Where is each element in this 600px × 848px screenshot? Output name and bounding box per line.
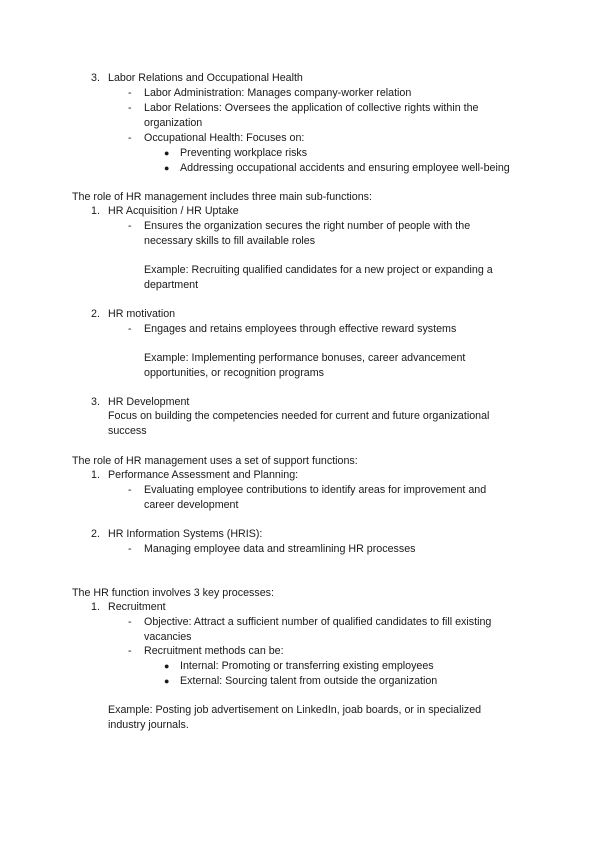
- dash-marker: -: [128, 87, 132, 99]
- function-title-performance: Performance Assessment and Planning:: [108, 469, 299, 481]
- dash-marker: -: [128, 102, 132, 114]
- list-number: 1.: [91, 205, 100, 217]
- example-text: opportunities, or recognition programs: [144, 367, 325, 379]
- list-item: Recruitment methods can be:: [144, 645, 284, 657]
- paragraph-text: success: [108, 425, 147, 437]
- example-text: Example: Posting job advertisement on LinkedIn, joab boards, or in specialized: [108, 704, 482, 716]
- paragraph-intro: The role of HR management includes three main sub-functions:: [72, 191, 372, 203]
- process-title-recruitment: Recruitment: [108, 601, 166, 613]
- paragraph-intro: The role of HR management uses a set of support functions:: [72, 455, 358, 467]
- dash-marker: -: [128, 323, 132, 335]
- list-item: Ensures the organization secures the right number of people with the: [144, 220, 471, 232]
- list-item-continuation: vacancies: [144, 631, 192, 643]
- list-number: 2.: [91, 308, 100, 320]
- bullet-icon: ●: [164, 676, 170, 686]
- section-title-labor-relations: Labor Relations and Occupational Health: [108, 72, 303, 84]
- list-item-continuation: organization: [144, 117, 203, 129]
- list-item: Evaluating employee contributions to identify areas for improvement and: [144, 484, 487, 496]
- list-item: Objective: Attract a sufficient number of qualified candidates to fill existing: [144, 616, 492, 628]
- function-title-development: HR Development: [108, 396, 190, 408]
- sub-list-item: Addressing occupational accidents and ensuring employee well-being: [180, 162, 510, 174]
- example-text: department: [144, 279, 199, 291]
- list-item: Labor Relations: Oversees the application of collective rights within the: [144, 102, 479, 114]
- dash-marker: -: [128, 616, 132, 628]
- example-text: industry journals.: [108, 719, 189, 731]
- list-item: Labor Administration: Manages company-worker relation: [144, 87, 412, 99]
- sub-list-item: Preventing workplace risks: [180, 147, 308, 159]
- function-title-acquisition: HR Acquisition / HR Uptake: [108, 205, 239, 217]
- list-number: 3.: [91, 72, 100, 84]
- list-number: 2.: [91, 528, 100, 540]
- paragraph-intro: The HR function involves 3 key processes:: [72, 587, 274, 599]
- list-item-continuation: career development: [144, 499, 239, 511]
- list-number: 1.: [91, 601, 100, 613]
- paragraph-text: Focus on building the competencies needed for current and future organizational: [108, 410, 490, 422]
- list-number: 1.: [91, 469, 100, 481]
- bullet-icon: ●: [164, 661, 170, 671]
- bullet-icon: ●: [164, 148, 170, 158]
- example-text: Example: Recruiting qualified candidates for a new project or expanding a: [144, 264, 493, 276]
- dash-marker: -: [128, 543, 132, 555]
- list-item: Occupational Health: Focuses on:: [144, 132, 305, 144]
- sub-list-item: External: Sourcing talent from outside the organization: [180, 675, 438, 687]
- function-title-motivation: HR motivation: [108, 308, 176, 320]
- dash-marker: -: [128, 132, 132, 144]
- function-title-hris: HR Information Systems (HRIS):: [108, 528, 263, 540]
- dash-marker: -: [128, 220, 132, 232]
- bullet-icon: ●: [164, 163, 170, 173]
- dash-marker: -: [128, 484, 132, 496]
- example-text: Example: Implementing performance bonuses, career advancement: [144, 352, 466, 364]
- list-item: Engages and retains employees through effective reward systems: [144, 323, 457, 335]
- list-item-continuation: necessary skills to fill available roles: [144, 235, 316, 247]
- list-number: 3.: [91, 396, 100, 408]
- sub-list-item: Internal: Promoting or transferring existing employees: [180, 660, 434, 672]
- dash-marker: -: [128, 645, 132, 657]
- list-item: Managing employee data and streamlining HR processes: [144, 543, 416, 555]
